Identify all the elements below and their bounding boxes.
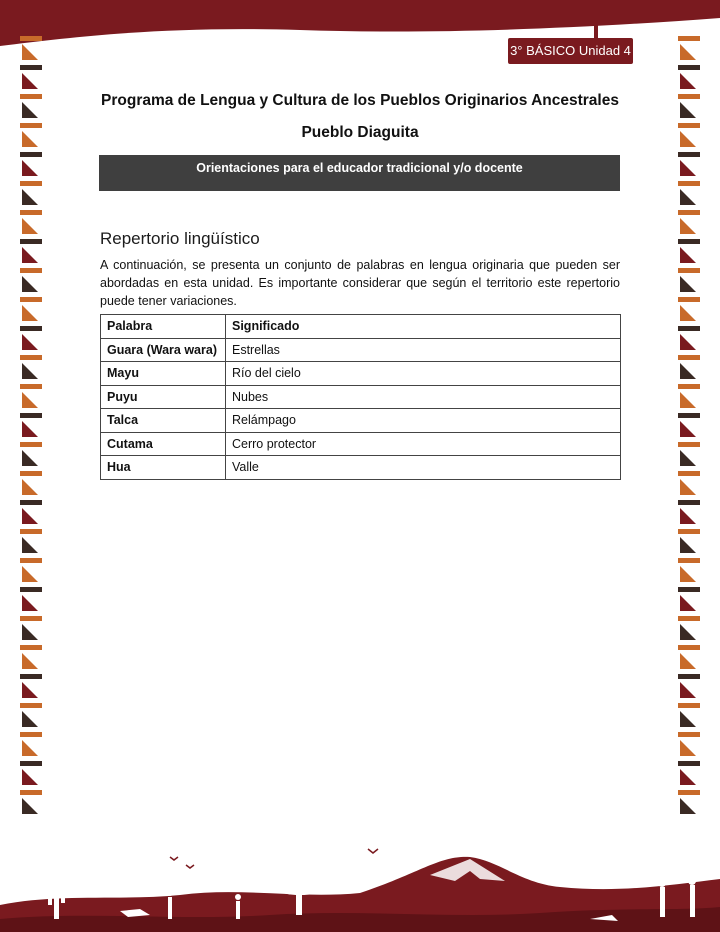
vocabulary-table (100, 314, 621, 480)
tile-band (20, 471, 42, 476)
tile-band (20, 703, 42, 708)
tile-band (678, 500, 700, 505)
tile-band (20, 152, 42, 157)
tile-triangle (22, 189, 38, 205)
tile-band (20, 529, 42, 534)
word-cell: Talca (101, 409, 226, 433)
meaning-cell: Cerro protector (226, 432, 621, 456)
word-cell: Puyu (101, 385, 226, 409)
tile-triangle (22, 363, 38, 379)
header-word: Palabra (101, 315, 226, 339)
border-pattern-tile (678, 210, 700, 236)
tile-triangle (680, 769, 696, 785)
table-row (101, 409, 621, 433)
border-pattern-tile (20, 732, 42, 758)
tile-triangle (22, 392, 38, 408)
meaning-cell: Nubes (226, 385, 621, 409)
tile-triangle (680, 363, 696, 379)
border-pattern-tile (20, 268, 42, 294)
border-pattern-tile (678, 413, 700, 439)
word-cell: Guara (Wara wara) (101, 338, 226, 362)
tile-band (20, 65, 42, 70)
tile-band (678, 297, 700, 302)
tile-triangle (680, 189, 696, 205)
border-pattern-tile (678, 645, 700, 671)
border-pattern-tile (678, 326, 700, 352)
tile-triangle (22, 595, 38, 611)
tile-band (678, 268, 700, 273)
border-pattern-tile (20, 645, 42, 671)
tile-triangle (22, 334, 38, 350)
educator-guidance-banner: Orientaciones para el educador tradicional y/o docente (99, 155, 620, 191)
border-pattern-tile (678, 268, 700, 294)
tile-band (678, 587, 700, 592)
grade-unit-badge: 3° BÁSICO Unidad 4 (508, 38, 633, 64)
tile-triangle (22, 450, 38, 466)
tile-band (678, 413, 700, 418)
tile-band (20, 732, 42, 737)
tile-triangle (680, 44, 696, 60)
word-cell: Hua (101, 456, 226, 480)
tile-triangle (680, 682, 696, 698)
section-heading: Repertorio lingüístico (100, 229, 260, 248)
tile-triangle (22, 160, 38, 176)
tile-triangle (22, 682, 38, 698)
border-pattern-tile (20, 558, 42, 584)
border-pattern-tile (20, 326, 42, 352)
tile-band (20, 297, 42, 302)
tile-triangle (680, 740, 696, 756)
border-pattern-tile (678, 355, 700, 381)
tile-triangle (22, 73, 38, 89)
border-pattern-tile (20, 297, 42, 323)
tile-band (20, 239, 42, 244)
border-pattern-tile (20, 761, 42, 787)
tile-triangle (22, 624, 38, 640)
tile-band (678, 152, 700, 157)
border-pattern-tile (678, 616, 700, 642)
landscape-footer-illustration (0, 835, 720, 932)
tile-triangle (680, 798, 696, 814)
tile-band (20, 645, 42, 650)
tile-band (678, 65, 700, 70)
tile-triangle (680, 624, 696, 640)
tile-triangle (680, 653, 696, 669)
border-pattern-tile (20, 703, 42, 729)
header-meaning: Significado (226, 315, 621, 339)
border-pattern-tile (20, 442, 42, 468)
tile-triangle (680, 160, 696, 176)
tile-triangle (22, 653, 38, 669)
tile-band (20, 268, 42, 273)
meaning-cell: Valle (226, 456, 621, 480)
table-header-row (101, 315, 621, 339)
tile-band (678, 36, 700, 41)
tile-triangle (22, 566, 38, 582)
tile-band (678, 442, 700, 447)
tile-triangle (22, 537, 38, 553)
tile-triangle (22, 247, 38, 263)
border-pattern-tile (20, 674, 42, 700)
tile-triangle (680, 421, 696, 437)
tile-band (20, 326, 42, 331)
tile-triangle (22, 44, 38, 60)
border-pattern-tile (678, 761, 700, 787)
tile-triangle (22, 508, 38, 524)
intro-paragraph: A continuación, se presenta un conjunto de palabras en lengua originaria que pueden ser abordadas en esta unidad. Es importante considerar que según el territorio este repertorio puede tener variaciones. (100, 258, 620, 308)
border-pattern-tile (20, 239, 42, 265)
border-pattern-tile (678, 471, 700, 497)
tile-triangle (680, 711, 696, 727)
tile-band (678, 384, 700, 389)
program-title: Programa de Lengua y Cultura de los Pueblos Originarios Ancestrales (101, 92, 619, 109)
meaning-cell: Estrellas (226, 338, 621, 362)
border-pattern-tile (678, 500, 700, 526)
tile-triangle (22, 421, 38, 437)
meaning-cell: Relámpago (226, 409, 621, 433)
border-pattern-tile (678, 384, 700, 410)
tile-triangle (680, 218, 696, 234)
border-pattern-tile (678, 703, 700, 729)
tile-band (678, 616, 700, 621)
table-row (101, 385, 621, 409)
border-pattern-tile (20, 181, 42, 207)
border-pattern-tile (20, 413, 42, 439)
tile-triangle (22, 479, 38, 495)
tile-band (20, 616, 42, 621)
tile-triangle (680, 537, 696, 553)
tile-band (678, 558, 700, 563)
tile-band (20, 384, 42, 389)
border-pattern-tile (20, 616, 42, 642)
border-pattern-tile (678, 587, 700, 613)
word-cell: Mayu (101, 362, 226, 386)
border-pattern-tile (20, 355, 42, 381)
border-pattern-tile (678, 152, 700, 178)
meaning-cell: Río del cielo (226, 362, 621, 386)
tile-triangle (680, 334, 696, 350)
border-pattern-tile (678, 239, 700, 265)
tile-band (678, 210, 700, 215)
border-pattern-tile (20, 790, 42, 816)
table-row (101, 338, 621, 362)
table-row (101, 456, 621, 480)
tile-triangle (680, 595, 696, 611)
border-pattern-tile (678, 297, 700, 323)
tile-band (678, 790, 700, 795)
tile-triangle (680, 450, 696, 466)
tile-band (678, 645, 700, 650)
border-pattern-tile (678, 529, 700, 555)
tile-band (678, 326, 700, 331)
tile-band (20, 500, 42, 505)
tile-band (20, 761, 42, 766)
tile-triangle (680, 479, 696, 495)
tile-band (678, 732, 700, 737)
border-pattern-tile (20, 529, 42, 555)
tile-triangle (680, 566, 696, 582)
tile-triangle (22, 740, 38, 756)
tile-triangle (22, 769, 38, 785)
border-pattern-tile (678, 674, 700, 700)
tile-triangle (22, 305, 38, 321)
tile-triangle (680, 508, 696, 524)
tile-triangle (680, 305, 696, 321)
border-pattern-tile (20, 36, 42, 62)
tile-band (678, 674, 700, 679)
tile-band (20, 181, 42, 186)
table-row (101, 362, 621, 386)
tile-triangle (22, 798, 38, 814)
tile-band (20, 355, 42, 360)
border-pattern-tile (678, 36, 700, 62)
border-pattern-tile (678, 442, 700, 468)
tile-band (20, 210, 42, 215)
border-pattern-tile (678, 65, 700, 91)
tile-band (678, 181, 700, 186)
tile-triangle (22, 218, 38, 234)
tile-triangle (680, 73, 696, 89)
right-pattern-border (678, 36, 700, 846)
tile-band (678, 703, 700, 708)
tile-triangle (680, 392, 696, 408)
left-pattern-border (20, 36, 42, 846)
people-title: Pueblo Diaguita (301, 124, 419, 141)
tile-band (678, 239, 700, 244)
border-pattern-tile (20, 65, 42, 91)
tile-band (678, 471, 700, 476)
tile-band (678, 529, 700, 534)
tile-band (20, 36, 42, 41)
border-pattern-tile (20, 152, 42, 178)
border-pattern-tile (678, 732, 700, 758)
tile-band (678, 761, 700, 766)
tile-band (20, 442, 42, 447)
tile-band (678, 355, 700, 360)
border-pattern-tile (678, 181, 700, 207)
border-pattern-tile (20, 587, 42, 613)
border-pattern-tile (678, 558, 700, 584)
tile-band (20, 558, 42, 563)
tile-triangle (22, 276, 38, 292)
tile-band (20, 587, 42, 592)
border-pattern-tile (20, 384, 42, 410)
tile-band (20, 790, 42, 795)
border-pattern-tile (20, 471, 42, 497)
table-row (101, 432, 621, 456)
word-cell: Cutama (101, 432, 226, 456)
tile-band (20, 413, 42, 418)
tile-triangle (680, 276, 696, 292)
tile-triangle (22, 711, 38, 727)
tile-triangle (680, 247, 696, 263)
border-pattern-tile (20, 500, 42, 526)
tile-band (20, 674, 42, 679)
border-pattern-tile (20, 210, 42, 236)
border-pattern-tile (678, 790, 700, 816)
